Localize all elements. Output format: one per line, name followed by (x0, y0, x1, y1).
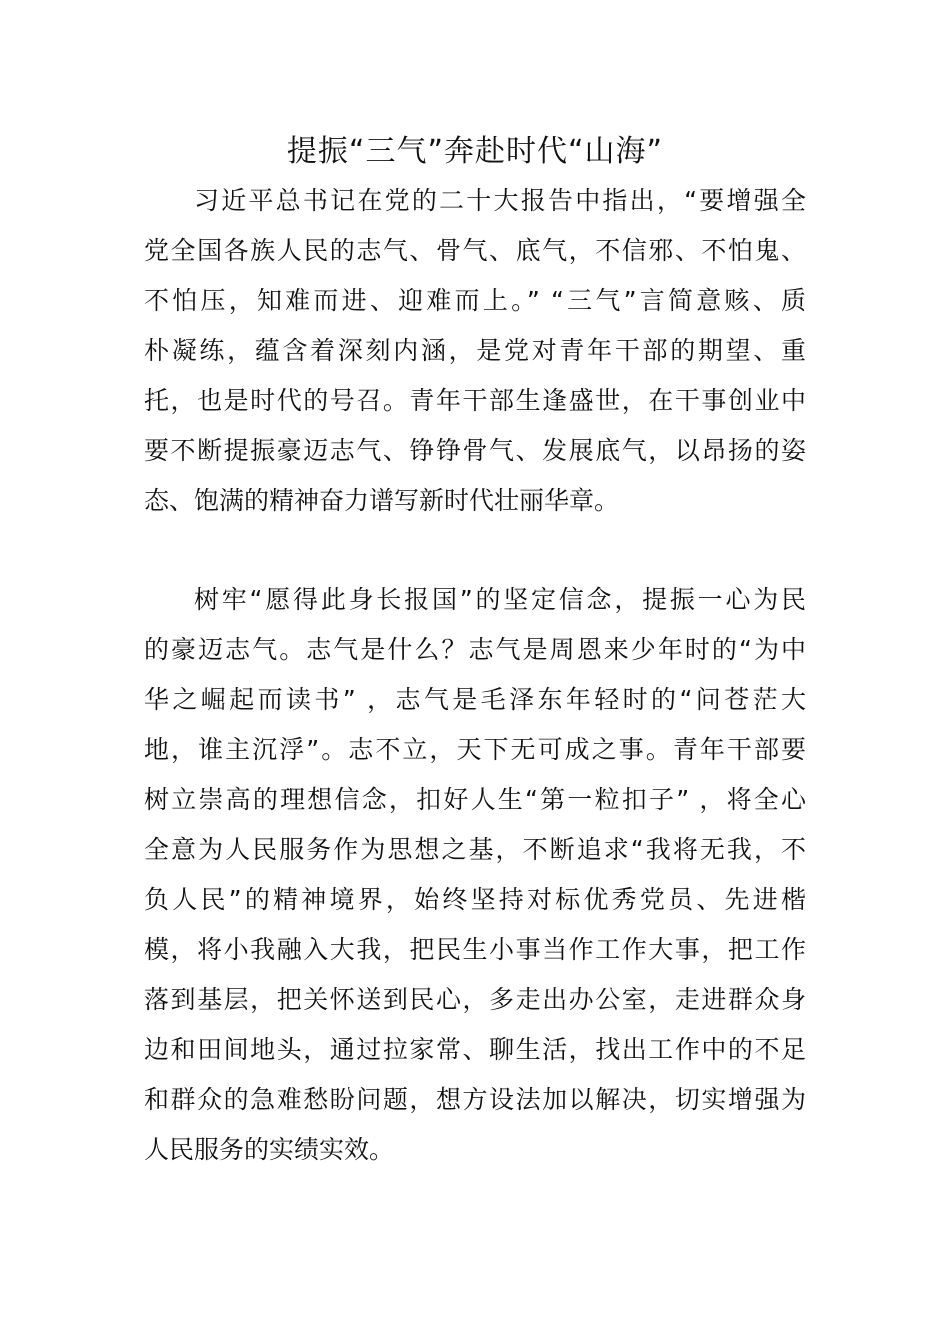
paragraph-line: 朴凝练，蕴含着深刻内涵，是党对青年干部的期望、重 (144, 336, 806, 365)
paragraph-2 (144, 575, 806, 1175)
document-title: 提振“三气”奔赴时代“山海” (286, 134, 664, 169)
paragraph-line: 托，也是时代的号召。青年干部生逢盛世，在干事创业中 (144, 386, 806, 415)
paragraph-1 (144, 176, 806, 526)
paragraph-line: 要不断提振豪迈志气、铮铮骨气、发展底气，以昂扬的姿 (144, 436, 806, 465)
paragraph-line: 树牢“愿得此身长报国”的坚定信念，提振一心为民 (194, 585, 806, 614)
paragraph-line: 地，谁主沉浮”。志不立，天下无可成之事。青年干部要 (144, 735, 806, 764)
paragraph-line: 全意为人民服务作为思想之基，不断追求“我将无我，不 (144, 835, 806, 864)
paragraph-line: 人民服务的实绩实效。 (144, 1135, 395, 1164)
paragraph-line: 不怕压，知难而进、迎难而上。” “三气”言简意赅、质 (144, 286, 806, 315)
paragraph-line: 华之崛起而读书” ，志气是毛泽东年轻时的“问苍茫大 (144, 685, 806, 714)
paragraph-line: 和群众的急难愁盼问题，想方设法加以解决，切实增强为 (144, 1085, 806, 1114)
paragraph-line: 党全国各族人民的志气、骨气、底气，不信邪、不怕鬼、 (144, 236, 806, 265)
paragraph-line: 落到基层，把关怀送到民心，多走出办公室，走进群众身 (144, 985, 806, 1014)
paragraph-line: 树立崇高的理想信念，扣好人生“第一粒扣子” ，将全心 (144, 785, 806, 814)
paragraph-line: 习近平总书记在党的二十大报告中指出，“要增强全 (194, 186, 806, 215)
paragraph-line: 负人民”的精神境界，始终坚持对标优秀党员、先进楷 (144, 885, 806, 914)
paragraph-line: 边和田间地头，通过拉家常、聊生活，找出工作中的不足 (144, 1035, 806, 1064)
paragraph-line: 态、饱满的精神奋力谱写新时代壮丽华章。 (144, 486, 620, 515)
paragraph-line: 模，将小我融入大我，把民生小事当作工作大事，把工作 (144, 935, 806, 964)
paragraph-line: 的豪迈志气。志气是什么？志气是周恩来少年时的“为中 (144, 635, 806, 664)
